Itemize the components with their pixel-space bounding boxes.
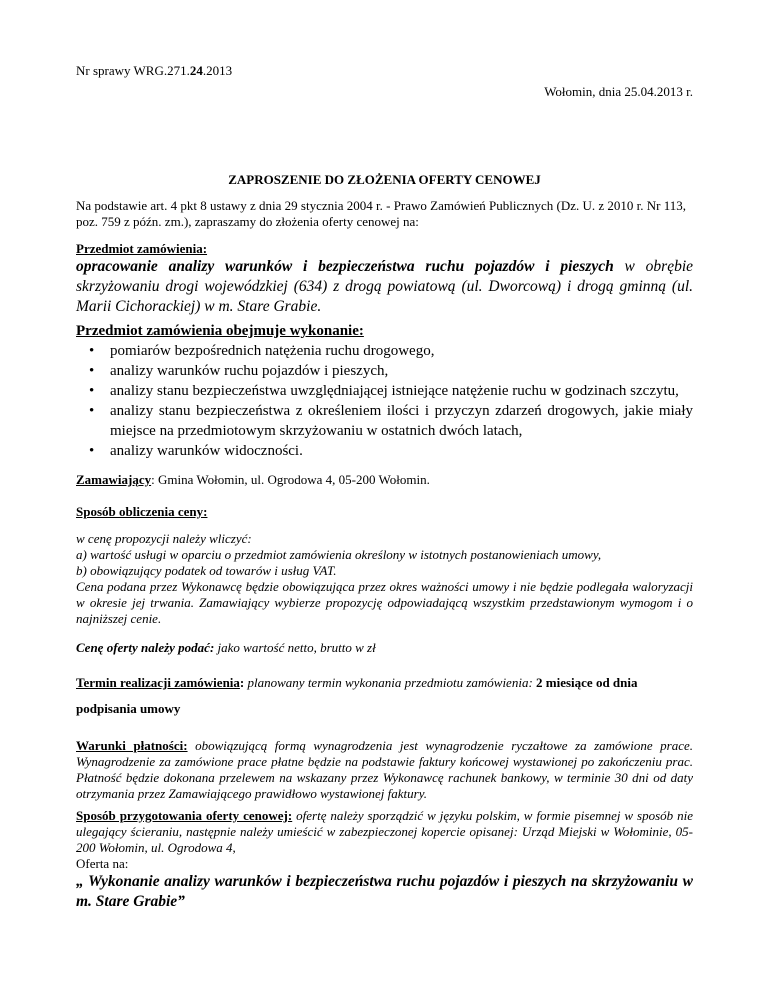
subject-text: opracowanie analizy warunków i bezpieczeństwa ruchu pojazdów i pieszych w obrębie skrzyżowaniu drogi wojewódzkiej (634) z drogą powiatową (ul. Dworcową) i drogą gminną (ul. Marii Cichorackiej) w m. Stare Grabie. — [76, 258, 694, 315]
price-heading: Sposób obliczenia ceny: — [76, 504, 208, 519]
price-body: w cenę propozycji należy wliczyć: a) wartość usługi w oparciu o przedmiot zamówienia określony w istotnych postanowieniach umowy, b) obowiązujący podatek od towarów i usług VAT. Cena podana przez Wykonawcę będzie obowiązująca przez okres ważności umowy i nie będzie podlegała waloryzacji w okresie jej trwania. Zamawiający wybierze propozycję odpowiadającą wszystkim przedstawionym wymogom i o najniższej cenie. — [76, 531, 693, 626]
intro-paragraph: Na podstawie art. 4 pkt 8 ustawy z dnia 29 stycznia 2004 r. - Prawo Zamówień Publicznych (Dz. U. z 2010 r. Nr 113, poz. 759 z późn. zm.), zapraszamy do złożenia oferty cenowej na: — [76, 198, 687, 229]
preparation-paragraph: Sposób przygotowania oferty cenowej: ofertę należy sporządzić w języku polskim, w formie pisemnej w sposób nie ulegający ścieraniu, następnie należy umieścić w zabezpieczonej kopercie opisanej: Urząd Miejski w Wołominie, 05-200 Wołomin, ul. Ogrodowa 4, — [76, 808, 693, 855]
document-title: ZAPROSZENIE DO ZŁOŻENIA OFERTY CENOWEJ — [228, 172, 541, 187]
offer-title: „ Wykonanie analizy warunków i bezpieczeństwa ruchu pojazdów i pieszych na skrzyżowaniu w m. Stare Grabie” — [76, 873, 693, 910]
preparation-section — [76, 808, 693, 912]
bullet-icon: • — [89, 383, 95, 399]
offer-label: Oferta na: — [76, 856, 129, 871]
bullet-icon: • — [89, 403, 95, 419]
case-number: Nr sprawy WRG.271.24.2013 — [76, 63, 233, 78]
term-paragraph: Termin realizacji zamówienia: planowany termin wykonania przedmiotu zamówienia: 2 miesiące od dnia podpisania umowy — [76, 675, 638, 716]
bullet-icon: • — [89, 343, 95, 359]
list-item: • analizy warunków ruchu pojazdów i pieszych, — [89, 363, 389, 379]
scope-section — [76, 321, 693, 461]
orderer-line: Zamawiający: Gmina Wołomin, ul. Ogrodowa 4, 05-200 Wołomin. — [76, 472, 430, 487]
bullet-icon: • — [89, 363, 95, 379]
list-item: • pomiarów bezpośrednich natężenia ruchu drogowego, — [89, 343, 435, 359]
subject-section — [76, 241, 693, 317]
document-date: Wołomin, dnia 25.04.2013 r. — [544, 84, 693, 99]
price-net-line: Cenę oferty należy podać: jako wartość netto, brutto w zł — [76, 640, 376, 655]
list-item: • analizy warunków widoczności. — [89, 443, 303, 459]
list-item: • analizy stanu bezpieczeństwa uwzględniającej istniejące natężenie ruchu w godzinach szczytu, — [89, 383, 679, 399]
subject-heading: Przedmiot zamówienia: — [76, 241, 208, 256]
bullet-icon: • — [89, 443, 95, 459]
list-item: • analizy stanu bezpieczeństwa z określeniem ilości i przyczyn zdarzeń drogowych, jakie miały miejsce na przedmiotowym skrzyżowaniu w ostatnich dwóch latach, — [89, 403, 693, 439]
scope-heading: Przedmiot zamówienia obejmuje wykonanie: — [76, 323, 364, 339]
payment-paragraph: Warunki płatności: obowiązującą formą wynagrodzenia jest wynagrodzenie ryczałtowe za zamówione prace. Wynagrodzenie za zamówione prace płatne będzie na podstawie faktury końcowej wystawionej po zakończeniu prac. Płatność będzie dokonana przelewem na wskazany przez Wykonawcę rachunek bankowy, w terminie 30 dni od daty otrzymania przez Zamawiającego prawidłowo wystawionej faktury. — [76, 738, 693, 801]
